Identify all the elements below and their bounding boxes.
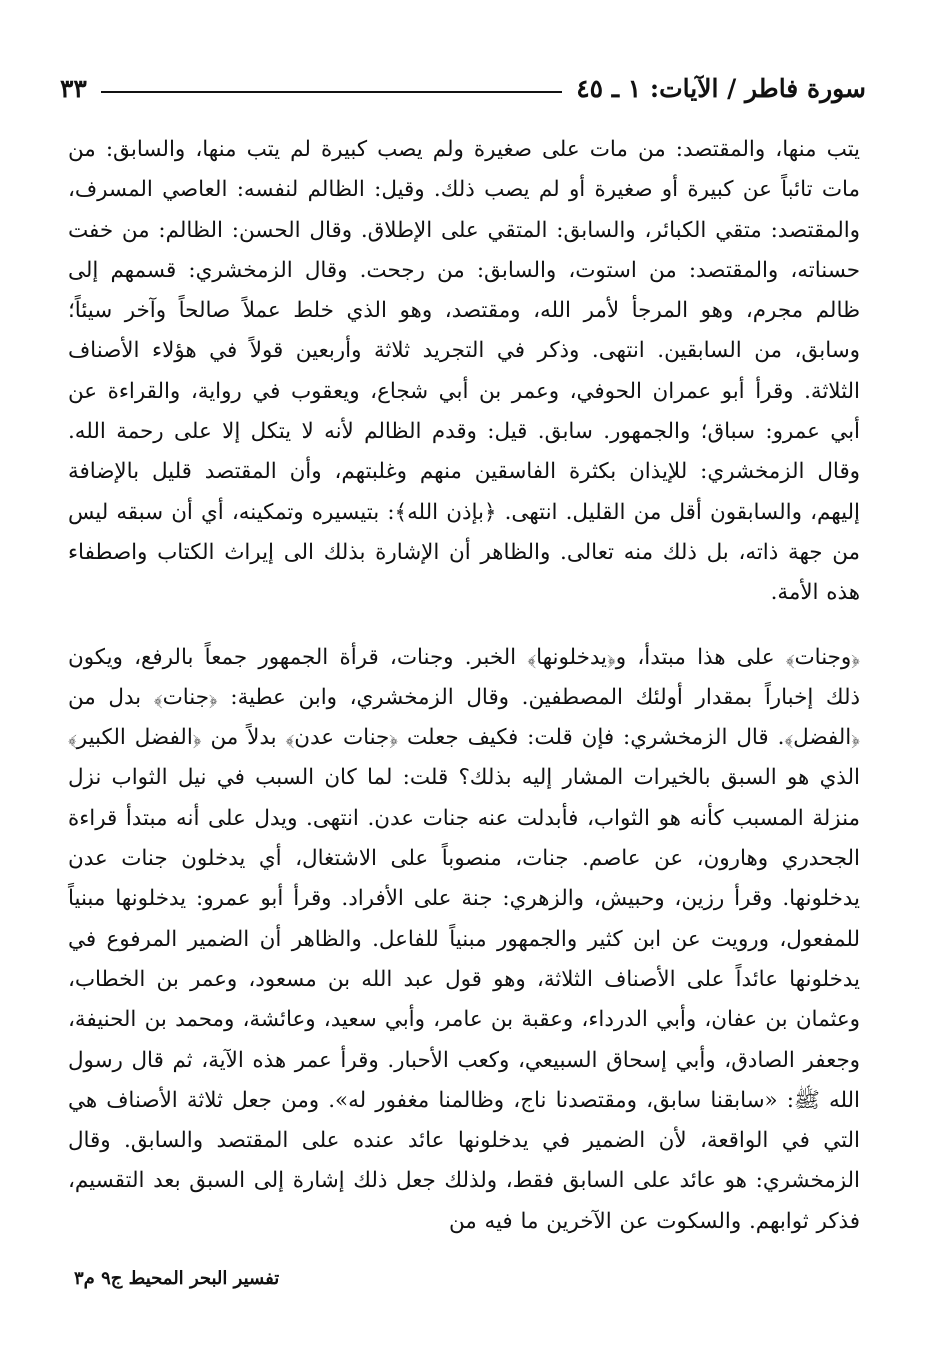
paragraph: ﴿وجنات﴾ على هذا مبتدأ، و﴿يدخلونها﴾ الخبر. وجنات، قرأة الجمهور جمعاً بالرفع، ويكون ذلك إخباراً بمقدار أولئك المصطفين. وقال الزمخشري، وابن عطية: ﴿جنات﴾ بدل من ﴿الفضل﴾. قال الزمخشري: فإن قلت: فكيف جعلت ﴿جنات عدن﴾ بدلاً من ﴿الفضل الكبير﴾ الذي هو السبق بالخيرات المشار إليه بذلك؟ قلت: لما كان السبب في نيل الثواب نزل منزلة المسبب كأنه هو الثواب، فأبدلت عنه جنات عدن. انتهى. ويدل على أنه مبتدأ قراءة الجحدري وهارون، عن عاصم. جنات، منصوباً على الاشتغال، أي يدخلون جنات عدن يدخلونها. وقرأ رزين، وحبيش، والزهري: جنة على الأفراد. وقرأ أبو عمرو: يدخلونها مبنياً للمفعول، ورويت عن ابن كثير والجمهور مبنياً للفاعل. والظاهر أن الضمير المرفوع في يدخلونها عائداً على الأصناف الثلاثة، وهو قول عبد الله بن مسعود، وعمر بن الخطاب، وعثمان بن عفان، وأبي الدرداء، وعقبة بن عامر، وأبي سعيد، وعائشة، ومحمد بن الحنيفة، وجعفر الصادق، وأبي إسحاق السبيعي، وكعب الأحبار. وقرأ عمر هذه الآية، ثم قال رسول الله ﷺ: «سابقنا سابق، ومقتصدنا ناج، وظالمنا مغفور له». ومن جعل ثلاثة الأصناف هي التي في الواقعة، لأن الضمير في يدخلونها عائد عنده على المقتصد والسابق. وقال الزمخشري: هو عائد على السابق فقط، ولذلك جعل ذلك إشارة إلى السبق بعد التقسيم، فذكر ثوابهم. والسكوت عن الآخرين ما فيه من bbox=[68, 644, 860, 1234]
page-number: ٣٣ bbox=[60, 73, 87, 103]
surah-title: سورة فاطر / الآيات: ١ ـ ٤٥ bbox=[576, 73, 866, 103]
page-body bbox=[68, 130, 860, 1242]
paragraph: يتب منها، والمقتصد: من مات على صغيرة ولم يصب كبيرة لم يتب منها، والسابق: من مات تائباً عن كبيرة أو صغيرة أو لم يصب ذلك. وقيل: الظالم لنفسه: العاصي المسرف، والمقتصد: متقي الكبائر، والسابق: المتقي على الإطلاق. وقال الحسن: الظالم: من خفت حسناته، والمقتصد: من استوت، والسابق: من رجحت. وقال الزمخشري: قسمهم إلى ظالم مجرم، وهو المرجأ لأمر الله، ومقتصد، وهو الذي خلط عملاً صالحاً وآخر سيئاً؛ وسابق، من السابقين. انتهى. وذكر في التجريد ثلاثة وأربعين قولاً في هؤلاء الأصناف الثلاثة. وقرأ أبو عمران الحوفي، وعمر بن أبي شجاع، ويعقوب في رواية، والقراءة عن أبي عمرو: سباق؛ والجمهور. سابق. قيل: وقدم الظالم لأنه لا يتكل إلا على رحمة الله. وقال الزمخشري: للإيذان بكثرة الفاسقين منهم وغلبتهم، وأن المقتصد قليل بالإضافة إليهم، والسابقون أقل من القليل. انتهى. ﴿بإذن الله﴾: بتيسيره وتمكينه، أي أن سبقه ليس من جهة ذاته، بل ذلك منه تعالى. والظاهر أن الإشارة بذلك الى إيراث الكتاب واصطفاء هذه الأمة. bbox=[68, 137, 860, 606]
running-header bbox=[60, 68, 866, 108]
paragraph-gap bbox=[68, 614, 860, 638]
header-rule bbox=[101, 91, 562, 93]
printer-signature: تفسير البحر المحيط ج٩ م٣ bbox=[74, 1268, 280, 1289]
